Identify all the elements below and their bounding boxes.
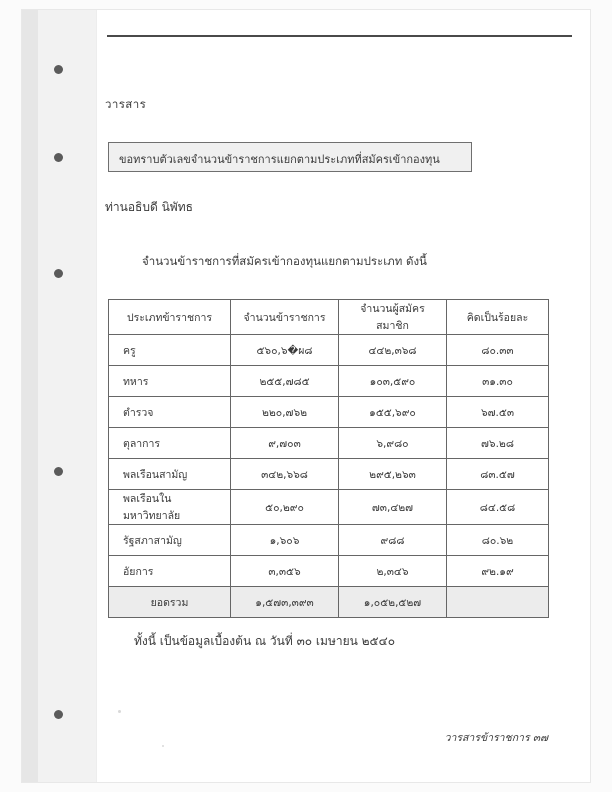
- cell-members: ๗๓,๔๒๗: [339, 490, 447, 525]
- cell-type: ตำรวจ: [109, 397, 231, 428]
- cell-members: ๔๔๒,๓๖๘: [339, 335, 447, 366]
- scan-speckle: [162, 745, 164, 747]
- statistics-table: [108, 299, 549, 618]
- punch-hole-icon: [54, 153, 63, 162]
- cell-percent: ๘๐.๓๓: [447, 335, 549, 366]
- cell-members: ๒๙๕,๒๖๓: [339, 459, 447, 490]
- punch-hole-icon: [54, 710, 63, 719]
- cell-type: พลเรือนสามัญ: [109, 459, 231, 490]
- cell-count: ๑,๖๐๖: [231, 525, 339, 556]
- cell-count: ๒๕๕,๗๘๕: [231, 366, 339, 397]
- cell-count: ๒๒๐,๗๖๒: [231, 397, 339, 428]
- table-row: [109, 397, 549, 428]
- binding-gutter: [22, 10, 97, 782]
- cell-percent: ๗๖.๒๘: [447, 428, 549, 459]
- cell-type: ทหาร: [109, 366, 231, 397]
- cell-type: ครู: [109, 335, 231, 366]
- table-row: [109, 366, 549, 397]
- cell-percent: ๘๐.๖๒: [447, 525, 549, 556]
- table-row: [109, 459, 549, 490]
- cell-percent: ๘๔.๕๘: [447, 490, 549, 525]
- subject-box: [108, 142, 472, 172]
- table-row: [109, 428, 549, 459]
- scan-speckle: [118, 710, 121, 713]
- cell-total-label: ยอดรวม: [109, 587, 231, 618]
- cell-type: ตุลาการ: [109, 428, 231, 459]
- cell-members: ๑๐๓,๕๙๐: [339, 366, 447, 397]
- page-footer-text: วารสารข้าราชการ ๓๗: [444, 732, 548, 744]
- table-header-row: [109, 300, 549, 335]
- punch-hole-icon: [54, 269, 63, 278]
- cell-members: ๒,๓๔๖: [339, 556, 447, 587]
- intro-paragraph: จำนวนข้าราชการที่สมัครเข้ากองทุนแยกตามประเภท ดังนี้: [142, 254, 427, 268]
- footnote-text: ทั้งนี้ เป็นข้อมูลเบื้องต้น ณ วันที่ ๓๐ เมษายน ๒๕๔๐: [134, 634, 396, 648]
- column-header-percent: คิดเป็นร้อยละ: [447, 300, 549, 335]
- punch-hole-icon: [54, 65, 63, 74]
- cell-total-count: ๑,๕๗๓,๓๙๓: [231, 587, 339, 618]
- cell-percent: ๘๓.๕๗: [447, 459, 549, 490]
- subject-text: ขอทราบตัวเลขจำนวนข้าราชการแยกตามประเภทที่สมัครเข้ากองทุน: [119, 153, 440, 166]
- cell-type: อัยการ: [109, 556, 231, 587]
- column-header-count: จำนวนข้าราชการ: [231, 300, 339, 335]
- table-row: [109, 525, 549, 556]
- addressee-line: ท่านอธิบดี นิพัทธ: [105, 200, 193, 214]
- cell-total-percent: [447, 587, 549, 618]
- cell-percent: ๓๑.๓๐: [447, 366, 549, 397]
- cell-count: ๓,๓๕๖: [231, 556, 339, 587]
- table-row: [109, 335, 549, 366]
- document-type-label: วารสาร: [105, 97, 147, 111]
- cell-total-members: ๑,๐๕๒,๕๒๗: [339, 587, 447, 618]
- cell-type: พลเรือนในมหาวิทยาลัย: [109, 490, 231, 525]
- cell-percent: ๙๒.๑๙: [447, 556, 549, 587]
- cell-count: ๕๐,๒๙๐: [231, 490, 339, 525]
- cell-count: ๓๔๒,๖๖๘: [231, 459, 339, 490]
- header-rule: [107, 35, 572, 37]
- punch-hole-icon: [54, 467, 63, 476]
- table-total-row: [109, 587, 549, 618]
- table-row: [109, 556, 549, 587]
- column-header-type: ประเภทข้าราชการ: [109, 300, 231, 335]
- cell-count: ๙,๗๐๓: [231, 428, 339, 459]
- column-header-members: จำนวนผู้สมัครสมาชิก: [339, 300, 447, 335]
- cell-type: รัฐสภาสามัญ: [109, 525, 231, 556]
- cell-percent: ๖๗.๕๓: [447, 397, 549, 428]
- scan-sheet: [22, 10, 590, 782]
- cell-members: ๑๕๕,๖๙๐: [339, 397, 447, 428]
- table-row: [109, 490, 549, 525]
- cell-members: ๖,๙๘๐: [339, 428, 447, 459]
- gutter-shadow: [22, 10, 38, 782]
- cell-count: ๕๖๐,๖�ผ๘: [231, 335, 339, 366]
- cell-members: ๙๘๘: [339, 525, 447, 556]
